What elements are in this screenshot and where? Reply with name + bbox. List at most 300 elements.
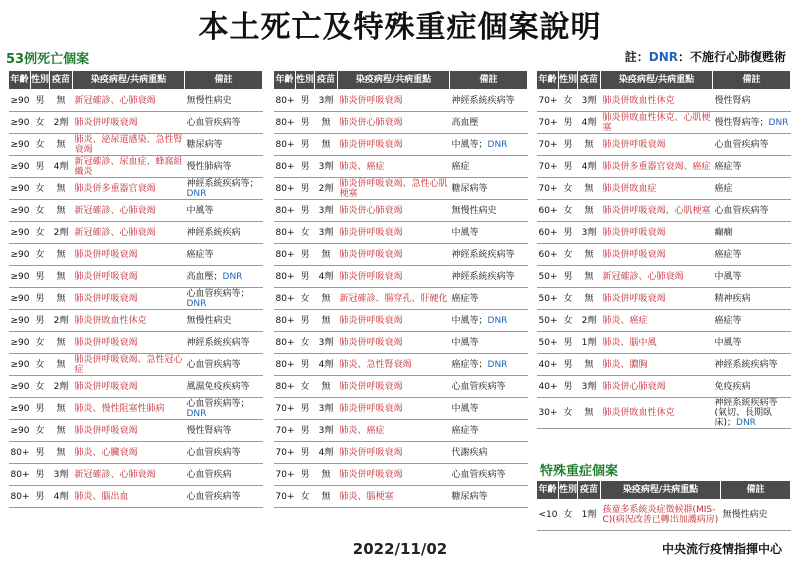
age-cell-text: 80+ [275, 161, 295, 172]
disease-course-cell-text: 肺炎、心臟衰竭 [74, 447, 138, 458]
table-row [274, 332, 528, 354]
vaccine-cell [578, 332, 601, 354]
vaccine-cell [50, 156, 73, 178]
vaccine-cell-text: 4劑 [581, 161, 597, 172]
sex-cell [559, 332, 578, 354]
vaccine-cell [578, 398, 601, 429]
age-cell-text: ≥90 [10, 117, 30, 128]
remark-cell [713, 398, 791, 429]
vaccine-cell-text: 無 [56, 249, 66, 260]
remark-cell-text: 癌症等 [714, 161, 742, 172]
disease-course-cell [73, 134, 185, 156]
sex-cell [296, 464, 315, 486]
remark-cell [450, 464, 528, 486]
sex-cell-text: 女 [35, 249, 45, 260]
sex-cell-text: 女 [35, 205, 45, 216]
remark-cell [450, 442, 528, 464]
disease-course-cell-text: 肺炎、癌症 [339, 161, 385, 172]
remark-cell-text: 中風等 [451, 403, 479, 414]
remark-cell-text: 神經系統疾病等 [451, 249, 515, 260]
remark-cell-text: 神經系統疾病等 [451, 95, 515, 106]
sex-cell [296, 354, 315, 376]
disease-course-cell [73, 486, 185, 508]
age-cell [537, 332, 559, 354]
vaccine-cell [315, 398, 338, 420]
sex-cell-text: 男 [300, 359, 310, 370]
age-cell-text: 80+ [275, 95, 295, 106]
vaccine-cell [50, 222, 73, 244]
disease-course-cell-text: 肺炎併呼吸衰竭 [339, 381, 403, 392]
remark-cell-text: 慢性腎病 [714, 95, 751, 106]
column-header: 備註 [450, 71, 528, 90]
sex-cell [31, 134, 50, 156]
age-cell-text: 80+ [275, 293, 295, 304]
remark-cell-text: 心血管疾病 [186, 469, 232, 480]
table-row [274, 112, 528, 134]
vaccine-cell [50, 244, 73, 266]
remark-cell [185, 178, 263, 200]
column-header: 性別 [559, 71, 578, 90]
vaccine-cell [578, 288, 601, 310]
disease-course-cell-text: 肺炎併呼吸衰竭 [339, 249, 403, 260]
vaccine-cell-text: 2劑 [53, 381, 69, 392]
disease-course-cell [601, 178, 713, 200]
table-row [9, 222, 263, 244]
age-cell [274, 442, 296, 464]
remark-cell-text: 糖尿病等 [451, 183, 488, 194]
sex-cell-text: 女 [300, 227, 310, 238]
disease-course-cell-text: 肺炎、癌症 [339, 425, 385, 436]
age-cell [9, 398, 31, 420]
sex-cell [31, 332, 50, 354]
dnr-tag: DNR [186, 408, 207, 419]
age-cell [9, 222, 31, 244]
column-header: 疫苗 [315, 71, 338, 90]
age-cell [537, 156, 559, 178]
disease-course-cell [338, 134, 450, 156]
age-cell [274, 244, 296, 266]
table-row [274, 244, 528, 266]
disease-course-cell [73, 464, 185, 486]
sex-cell [31, 354, 50, 376]
table-row [9, 200, 263, 222]
remark-cell-text: 癌症等 [451, 293, 479, 304]
vaccine-cell [315, 112, 338, 134]
vaccine-cell-text: 無 [56, 205, 66, 216]
remark-cell [185, 244, 263, 266]
remark-cell [713, 134, 791, 156]
age-cell-text: 50+ [538, 315, 558, 326]
column-header: 性別 [31, 71, 50, 90]
disease-course-cell [601, 112, 713, 134]
table-row [274, 90, 528, 112]
vaccine-cell [50, 178, 73, 200]
age-cell-text: 80+ [10, 491, 30, 502]
table-row [537, 398, 791, 429]
vaccine-cell-text: 2劑 [53, 117, 69, 128]
remark-cell-text: 中風等 [186, 205, 214, 216]
disease-course-cell [73, 288, 185, 310]
vaccine-cell-text: 3劑 [318, 161, 334, 172]
column-header: 染疫病程/共病重點 [73, 71, 185, 90]
remark-cell-text: 無慢性病史 [186, 95, 232, 106]
disease-course-cell [601, 90, 713, 112]
disease-course-cell-text: 肺炎併敗血性休克、心肌梗塞 [602, 112, 711, 133]
special-cases-subtitle: 特殊重症個案 [540, 464, 619, 479]
vaccine-cell-text: 無 [56, 139, 66, 150]
disease-course-cell [601, 156, 713, 178]
vaccine-cell [315, 90, 338, 112]
disease-course-cell [601, 332, 713, 354]
remark-cell-text: 糖尿病等 [451, 491, 488, 502]
sex-cell [559, 200, 578, 222]
vaccine-cell [50, 134, 73, 156]
age-cell [537, 398, 559, 429]
disease-course-cell-text: 肺炎併敗血性休克 [602, 95, 675, 106]
sex-cell-text: 男 [300, 469, 310, 480]
sex-cell [296, 200, 315, 222]
disease-course-cell [73, 420, 185, 442]
vaccine-cell-text: 3劑 [581, 381, 597, 392]
vaccine-cell [315, 288, 338, 310]
remark-cell-text: 中風等 [714, 337, 742, 348]
vaccine-cell [315, 310, 338, 332]
table-row [9, 156, 263, 178]
age-cell-text: 70+ [538, 183, 558, 194]
age-cell [274, 156, 296, 178]
sex-cell [296, 222, 315, 244]
age-cell-text: ≥90 [10, 227, 30, 238]
vaccine-cell [578, 178, 601, 200]
age-cell-text: 80+ [10, 447, 30, 458]
death-cases-table-3 [536, 70, 791, 429]
disease-course-cell [338, 398, 450, 420]
disease-course-cell [73, 442, 185, 464]
remark-cell [185, 442, 263, 464]
sex-cell [31, 200, 50, 222]
sex-cell [31, 90, 50, 112]
age-cell [537, 134, 559, 156]
vaccine-cell-text: 4劑 [318, 271, 334, 282]
table-row [9, 442, 263, 464]
age-cell [9, 332, 31, 354]
remark-cell [713, 354, 791, 376]
sex-cell [559, 376, 578, 398]
age-cell [274, 310, 296, 332]
vaccine-cell [578, 90, 601, 112]
disease-course-cell [338, 222, 450, 244]
vaccine-cell [578, 222, 601, 244]
vaccine-cell [50, 486, 73, 508]
disease-course-cell-text: 肺炎併敗血性休克 [602, 408, 675, 418]
disease-course-cell [601, 376, 713, 398]
remark-cell [450, 200, 528, 222]
vaccine-cell-text: 無 [584, 249, 594, 260]
vaccine-cell-text: 無 [56, 447, 66, 458]
age-cell [274, 90, 296, 112]
vaccine-cell-text: 3劑 [318, 227, 334, 238]
sex-cell [559, 398, 578, 429]
vaccine-cell [315, 420, 338, 442]
table-row [9, 464, 263, 486]
age-cell [537, 376, 559, 398]
remark-cell-text: 糖尿病等 [186, 139, 223, 150]
age-cell [9, 134, 31, 156]
column-header: 性別 [296, 71, 315, 90]
age-cell [9, 178, 31, 200]
column-header: 備註 [185, 71, 263, 90]
age-cell-text: 80+ [275, 117, 295, 128]
vaccine-cell [50, 354, 73, 376]
sex-cell [31, 442, 50, 464]
column-header: 性別 [559, 481, 578, 500]
disease-course-cell-text: 肺炎併多重器官衰竭、癌症 [602, 161, 711, 172]
age-cell-text: ≥90 [10, 205, 30, 216]
vaccine-cell [50, 420, 73, 442]
disease-course-cell [338, 354, 450, 376]
sex-cell-text: 男 [300, 249, 310, 260]
age-cell-text: ≥90 [10, 293, 30, 304]
vaccine-cell [315, 442, 338, 464]
remark-cell [185, 354, 263, 376]
sex-cell [31, 486, 50, 508]
age-cell-text: ≥90 [10, 161, 30, 172]
remark-cell [185, 420, 263, 442]
age-cell-text: 70+ [538, 117, 558, 128]
column-header: 年齡 [537, 71, 559, 90]
sex-cell [559, 500, 578, 531]
disease-course-cell [601, 310, 713, 332]
dnr-tag: DNR [487, 139, 508, 150]
header-row [9, 71, 263, 90]
remark-cell [185, 90, 263, 112]
remark-cell-text: 心血管疾病等 [451, 469, 506, 480]
disease-course-cell-text: 肺炎併呼吸衰竭 [602, 227, 666, 238]
note-dnr: DNR [648, 50, 678, 64]
remark-cell-text: 慢性肺病等 [186, 161, 232, 172]
remark-cell [450, 112, 528, 134]
disease-course-cell-text: 肺炎併呼吸衰竭 [74, 271, 138, 282]
disease-course-cell [601, 500, 721, 531]
vaccine-cell [315, 266, 338, 288]
vaccine-cell-text: 1劑 [581, 510, 597, 520]
header-row [537, 71, 791, 90]
remark-cell-text: 高血壓 [451, 117, 479, 128]
table-row [9, 332, 263, 354]
remark-cell-text: 無慢性病史 [186, 315, 232, 326]
remark-cell-text: 無慢性病史 [451, 205, 497, 216]
remark-cell [185, 112, 263, 134]
death-cases-table-2 [273, 70, 528, 508]
age-cell [9, 310, 31, 332]
sex-cell-text: 女 [563, 408, 573, 418]
remark-cell-text: 中風等； [451, 315, 488, 326]
age-cell [9, 442, 31, 464]
table-row [274, 134, 528, 156]
vaccine-cell [578, 134, 601, 156]
age-cell [537, 178, 559, 200]
table-row [274, 222, 528, 244]
age-cell [274, 266, 296, 288]
sex-cell-text: 女 [35, 227, 45, 238]
remark-cell [450, 266, 528, 288]
table-row [274, 442, 528, 464]
disease-course-cell [73, 222, 185, 244]
age-cell [274, 376, 296, 398]
disease-course-cell-text: 新冠確診、尿血症、蜂窩組織炎 [74, 156, 183, 177]
age-cell-text: 80+ [275, 205, 295, 216]
disease-course-cell [338, 464, 450, 486]
vaccine-cell-text: 無 [584, 408, 594, 418]
vaccine-cell-text: 無 [584, 183, 594, 194]
age-cell [537, 200, 559, 222]
age-cell [9, 486, 31, 508]
disease-course-cell-text: 肺炎併心肺衰竭 [602, 381, 666, 392]
sex-cell-text: 男 [563, 337, 573, 348]
sex-cell [559, 244, 578, 266]
disease-course-cell-text: 肺炎併呼吸衰竭 [74, 293, 138, 304]
death-cases-table-1 [8, 70, 263, 508]
sex-cell [296, 332, 315, 354]
organization-name: 中央流行疫情指揮中心 [661, 542, 782, 556]
table-row [274, 354, 528, 376]
age-cell-text: 70+ [275, 425, 295, 436]
vaccine-cell-text: 無 [56, 183, 66, 194]
vaccine-cell [315, 178, 338, 200]
sex-cell [296, 134, 315, 156]
age-cell [537, 354, 559, 376]
age-cell [9, 376, 31, 398]
age-cell [274, 354, 296, 376]
vaccine-cell-text: 2劑 [581, 315, 597, 326]
remark-cell [185, 200, 263, 222]
age-cell [537, 266, 559, 288]
disease-course-cell [338, 376, 450, 398]
remark-cell [450, 244, 528, 266]
vaccine-cell-text: 3劑 [318, 425, 334, 436]
disease-course-cell-text: 新冠確診、心肺衰竭 [74, 205, 156, 216]
dnr-tag: DNR [487, 315, 508, 326]
disease-course-cell-text: 新冠確診、心肺衰竭 [74, 227, 156, 238]
age-cell [274, 134, 296, 156]
disease-course-cell [338, 90, 450, 112]
age-cell-text: 40+ [538, 359, 558, 370]
disease-course-cell [338, 442, 450, 464]
remark-cell [185, 464, 263, 486]
vaccine-cell [578, 354, 601, 376]
table-row [537, 178, 791, 200]
remark-cell [185, 332, 263, 354]
remark-cell [713, 90, 791, 112]
vaccine-cell-text: 無 [584, 205, 594, 216]
sex-cell [296, 266, 315, 288]
age-cell-text: 30+ [538, 408, 558, 418]
column-header: 染疫病程/共病重點 [601, 71, 713, 90]
sex-cell [31, 376, 50, 398]
remark-cell-text: 心血管疾病等 [714, 205, 769, 216]
disease-course-cell-text: 肺炎併呼吸衰竭 [339, 447, 403, 458]
sex-cell [31, 288, 50, 310]
age-cell [537, 244, 559, 266]
age-cell-text: 70+ [275, 469, 295, 480]
sex-cell [559, 90, 578, 112]
remark-cell [450, 134, 528, 156]
age-cell [9, 266, 31, 288]
column-header: 染疫病程/共病重點 [601, 481, 721, 500]
remark-cell-text: 無慢性病史 [722, 510, 768, 520]
note-label: 註： [624, 50, 649, 64]
remark-cell-text: 精神疾病 [714, 293, 751, 304]
sex-cell [296, 420, 315, 442]
sex-cell-text: 男 [563, 117, 573, 128]
column-header: 備註 [721, 481, 791, 500]
vaccine-cell-text: 3劑 [318, 337, 334, 348]
table-row [9, 266, 263, 288]
sex-cell-text: 男 [300, 117, 310, 128]
disease-course-cell [338, 156, 450, 178]
column-header: 染疫病程/共病重點 [338, 71, 450, 90]
disease-course-cell-text: 肺炎併呼吸衰竭 [339, 271, 403, 282]
sex-cell-text: 女 [35, 425, 45, 436]
age-cell [537, 288, 559, 310]
vaccine-cell [578, 200, 601, 222]
age-cell-text: 70+ [275, 491, 295, 502]
sex-cell [559, 288, 578, 310]
disease-course-cell [73, 376, 185, 398]
remark-cell [450, 90, 528, 112]
dnr-tag: DNR [186, 188, 207, 199]
sex-cell-text: 男 [35, 491, 45, 502]
column-header: 疫苗 [578, 481, 601, 500]
disease-course-cell [73, 310, 185, 332]
sex-cell-text: 男 [35, 161, 45, 172]
remark-cell-text: 中風等 [714, 271, 742, 282]
age-cell [537, 310, 559, 332]
sex-cell-text: 男 [35, 293, 45, 304]
age-cell-text: ≥90 [10, 315, 30, 326]
table-row [274, 486, 528, 508]
disease-course-cell [73, 156, 185, 178]
sex-cell [296, 112, 315, 134]
vaccine-cell-text: 無 [584, 271, 594, 282]
remark-cell-text: 神經系統疾病等 [714, 359, 778, 370]
dnr-tag: DNR [736, 418, 756, 428]
column-header: 疫苗 [578, 71, 601, 90]
remark-cell-text: 神經系統疾病等 [451, 271, 515, 282]
sex-cell [296, 178, 315, 200]
table-row [537, 244, 791, 266]
remark-cell [185, 134, 263, 156]
remark-cell-text: 心血管疾病等； [186, 398, 250, 409]
remark-cell-text: 高血壓； [186, 271, 223, 282]
remark-cell [450, 376, 528, 398]
disease-course-cell [601, 398, 713, 429]
disease-course-cell-text: 肺炎、泌尿道感染、急性腎衰竭 [74, 134, 183, 155]
disease-course-cell [601, 288, 713, 310]
table-row [9, 90, 263, 112]
dnr-tag: DNR [768, 117, 789, 128]
remark-cell-text: 慢性腎病等 [186, 425, 232, 436]
sex-cell [31, 178, 50, 200]
column-header: 備註 [713, 71, 791, 90]
disease-course-cell-text: 肺炎併心肺衰竭 [339, 205, 403, 216]
remark-cell-text: 中風等 [451, 227, 479, 238]
vaccine-cell [578, 500, 601, 531]
disease-course-cell-text: 肺炎、腦梗塞 [339, 491, 394, 502]
remark-cell [450, 486, 528, 508]
disease-course-cell [601, 222, 713, 244]
disease-course-cell-text: 肺炎併呼吸衰竭 [74, 381, 138, 392]
